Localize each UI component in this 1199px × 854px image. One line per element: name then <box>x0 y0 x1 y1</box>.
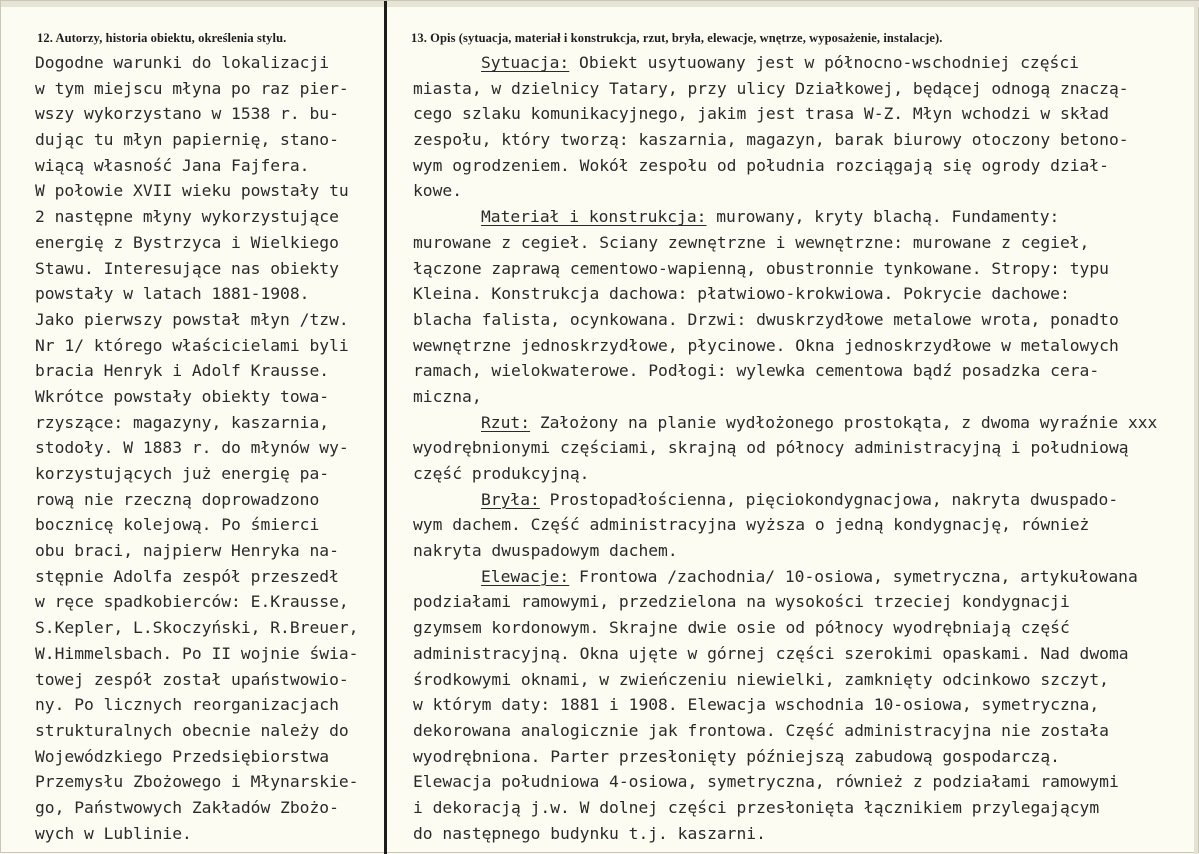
history-text-line: wszy wykorzystano w 1538 r. bu- <box>35 104 339 124</box>
history-text-line: W połowie XVII wieku powstały tu <box>35 181 349 201</box>
description-text-line <box>413 50 1173 76</box>
description-text: wyodrębniona. Parter przesłonięty późniejszą zabudową gospodarczą. <box>413 746 1060 766</box>
description-text-line <box>413 744 1173 770</box>
description-text: ramach, wielokwaterowe. Podłogi: wylewka cementowa bądź posadzka cera- <box>413 361 1100 381</box>
description-text-line <box>413 821 1173 847</box>
right-column-text <box>413 50 1173 846</box>
description-text: Frontowa /zachodnia/ 10-osiowa, symetryczna, artykułowana <box>569 566 1138 586</box>
description-text: murowane z cegieł. Sciany zewnętrzne i wewnętrzne: murowane z cegieł, <box>413 232 1090 252</box>
history-text-line: S.Kepler, L.Skoczyński, R.Breuer, <box>35 618 359 638</box>
right-column-header: 13. Opis (sytuacja, materiał i konstrukcja, rzut, bryła, elewacje, wnętrze, wyposażenie, instalacje). <box>411 31 943 45</box>
description-text-line <box>413 204 1173 230</box>
description-text: cego szlaku komunikacyjnego, jakim jest trasa W-Z. Młyn wchodzi w skład <box>413 104 1109 124</box>
description-text-line <box>413 667 1173 693</box>
description-text: wym dachem. Część administracyjna wyższa o jedną kondygnację, również <box>413 515 1090 535</box>
column-divider <box>384 1 387 854</box>
description-text: dekorowana analogicznie jak frontowa. Część administracyjna nie została <box>413 720 1109 740</box>
history-text-line: bocznicę kolejową. Po śmierci <box>35 515 320 535</box>
description-text-line <box>413 538 1173 564</box>
description-text: gzymsem kordonowym. Skrajne dwie osie od północy wyodrębniają część <box>413 618 1070 638</box>
history-text-line: korzystujących już energię pa- <box>35 464 330 483</box>
description-text: wewnętrzne jednoskrzydłowe, płycinowe. Okna jednoskrzydłowe w metalowych <box>413 335 1119 355</box>
description-text: nakryta dwuspadowym dachem. <box>413 541 678 561</box>
description-text: zespołu, który tworzą: kaszarnia, magazyn, barak biurowy otoczony betono- <box>413 130 1129 150</box>
section-label: Sytuacja: <box>481 53 570 72</box>
history-text-line: ny. Po licznych reorganizacjach <box>35 695 339 715</box>
history-text-line: w ręce spadkobierców: E.Krausse, <box>35 592 349 612</box>
paper-right-edge <box>1194 1 1198 854</box>
description-text-line <box>413 435 1173 461</box>
description-text: Kleina. Konstrukcja dachowa: płatwiowo-krokwiowa. Pokrycie dachowe: <box>413 284 1070 304</box>
left-column-text <box>35 50 380 846</box>
history-text-line: strukturalnych obecnie należy do <box>35 720 349 740</box>
description-text: łączone zaprawą cementowo-wapienną, obustronnie tynkowane. Stropy: typu <box>413 258 1109 278</box>
description-text: Założony na planie wydłożonego prostokąta, z dwoma wyraźnie xxx <box>530 412 1158 432</box>
description-text-line <box>413 384 1173 410</box>
description-text-line <box>413 512 1173 538</box>
description-text-line <box>413 589 1173 615</box>
history-text-line: Jako pierwszy powstał młyn /tzw. <box>35 309 349 329</box>
description-text: w którym daty: 1881 i 1908. Elewacja wschodnia 10-osiowa, symetryczna, <box>413 695 1100 715</box>
paper-top-edge <box>1 1 1199 7</box>
description-text: Obiekt usytuowany jest w północno-wschodniej części <box>569 53 1079 72</box>
description-text-line <box>413 153 1173 179</box>
section-label: Rzut: <box>481 412 531 432</box>
description-text-line <box>413 281 1173 307</box>
description-text-line <box>413 641 1173 667</box>
history-text-line: obu braci, najpierw Henryka na- <box>35 541 339 561</box>
description-text-line <box>413 795 1173 821</box>
history-text-line: bracia Henryk i Adolf Krausse. <box>35 361 330 381</box>
history-text-line: rzyszące: magazyny, kaszarnia, <box>35 412 330 432</box>
history-text-line: energię z Bystrzyca i Wielkiego <box>35 232 339 252</box>
description-text: środkowymi oknami, w zwieńczeniu niewielki, zamknięty odcinkowo szczyt, <box>413 669 1109 689</box>
description-text-line <box>413 564 1173 590</box>
history-text-line: wych w Lublinie. <box>35 823 192 843</box>
description-text-line <box>413 127 1173 153</box>
description-text-line <box>413 178 1173 204</box>
description-text: wym ogrodzeniem. Wokół zespołu od południa rozciągają się ogrody dział- <box>413 155 1109 175</box>
section-label: Materiał i konstrukcja: <box>481 207 707 227</box>
description-text-line <box>413 76 1173 102</box>
description-text: miasta, w dzielnicy Tatary, przy ulicy Działkowej, będącej odnogą znaczą- <box>413 78 1129 98</box>
description-text: miczna, <box>413 386 482 406</box>
section-label: Bryła: <box>481 489 540 509</box>
description-text-line <box>413 692 1173 718</box>
description-text: Elewacja południowa 4-osiowa, symetryczna, również z podziałami ramowymi <box>413 772 1119 792</box>
description-text-line <box>413 615 1173 641</box>
description-text-line <box>413 307 1173 333</box>
description-text-line <box>413 230 1173 256</box>
description-text: część produkcyjną. <box>413 464 590 483</box>
history-text-line: Przemysłu Zbożowego i Młynarskie- <box>35 772 359 792</box>
history-text-line: rową nie rzeczną doprowadzono <box>35 489 320 509</box>
history-text-line: powstały w latach 1881-1908. <box>35 284 310 304</box>
history-text-line: stępnie Adolfa zespół przeszedł <box>35 566 339 586</box>
history-text-line: W.Himmelsbach. Po II wojnie świa- <box>35 643 359 663</box>
description-text: wyodrębnionymi częściami, skrajną od północy administracyjną i południową <box>413 438 1129 458</box>
section-label: Elewacje: <box>481 566 570 586</box>
history-text-line: towej zespół został upaństwowio- <box>35 669 349 689</box>
description-text: i dekoracją j.w. W dolnej części przesłonięta łącznikiem przylegającym <box>413 797 1100 817</box>
history-text-line: 2 następne młyny wykorzystujące <box>35 207 339 227</box>
description-text-line <box>413 487 1173 513</box>
description-text-line <box>413 410 1173 436</box>
description-text: podziałami ramowymi, przedzielona na wysokości trzeciej kondygnacji <box>413 592 1070 612</box>
left-column-header: 12. Autorzy, historia obiektu, określenia stylu. <box>37 31 287 45</box>
description-text: blacha falista, ocynkowana. Drzwi: dwuskrzydłowe metalowe wrota, ponadto <box>413 309 1119 329</box>
history-text-line: Nr 1/ którego właścicielami byli <box>35 335 349 355</box>
description-text: Prostopadłościenna, pięciokondygnacjowa, nakryta dwuspado- <box>539 489 1119 509</box>
history-text-line: go, Państwowych Zakładów Zbożo- <box>35 797 339 817</box>
history-text-line: Wojewódzkiego Przedsiębiorstwa <box>35 746 330 766</box>
history-text-line: wiącą własność Jana Fajfera. <box>35 155 310 175</box>
history-text-line: w tym miejscu młyna po raz pier- <box>35 78 349 98</box>
description-text: murowany, kryty blachą. Fundamenty: <box>706 207 1060 227</box>
description-text-line <box>413 101 1173 127</box>
description-text: do następnego budynku t.j. kaszarni. <box>413 823 766 843</box>
description-text-line <box>413 461 1173 487</box>
description-text-line <box>413 333 1173 359</box>
history-text-line: Dogodne warunki do lokalizacji <box>35 53 330 72</box>
history-text-line: dując tu młyn papiernię, stano- <box>35 130 339 150</box>
description-text: administracyjną. Okna ujęte w górnej części szerokimi opaskami. Nad dwoma <box>413 643 1129 663</box>
description-text-line <box>413 769 1173 795</box>
description-text-line <box>413 256 1173 282</box>
history-text-line: Stawu. Interesujące nas obiekty <box>35 258 339 278</box>
description-text-line <box>413 358 1173 384</box>
description-text: kowe. <box>413 181 463 201</box>
history-text-line: stodoły. W 1883 r. do młynów wy- <box>35 438 349 458</box>
history-text-line: Wkrótce powstały obiekty towa- <box>35 386 330 406</box>
description-text-line <box>413 718 1173 744</box>
